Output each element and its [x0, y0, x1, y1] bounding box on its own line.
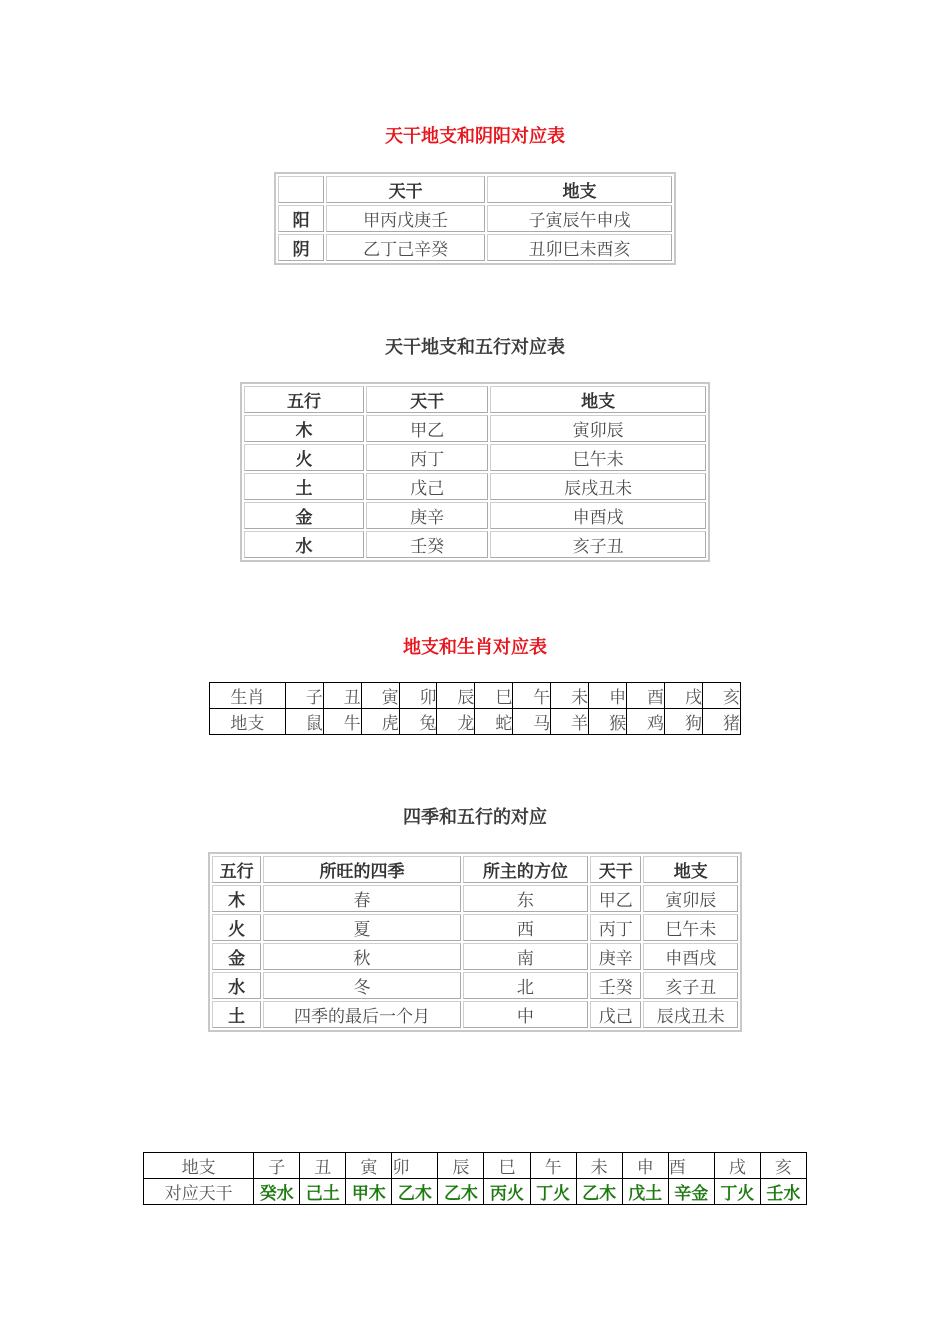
- table-cell: 辰戌丑未: [643, 1001, 738, 1028]
- table-cell: 丁火: [714, 1179, 760, 1205]
- table-cell: 冬: [263, 972, 460, 999]
- table-cell: 申酉戌: [490, 502, 706, 529]
- table-cell: 辰: [437, 683, 475, 709]
- table-cell: 甲乙: [366, 415, 488, 442]
- table-cell: 丑卯巳未酉亥: [487, 234, 672, 261]
- header-cell: [278, 176, 324, 203]
- header-cell: 地支: [487, 176, 672, 203]
- table-row: [212, 914, 738, 941]
- table-cell: 酉: [627, 683, 665, 709]
- zodiac-table-title: 地支和生肖对应表: [403, 637, 547, 658]
- table-cell: 亥: [760, 1153, 806, 1179]
- table-cell: 寅: [346, 1153, 392, 1179]
- header-cell: 天干: [366, 386, 488, 413]
- table-cell: 午: [530, 1153, 576, 1179]
- table-cell: 癸水: [254, 1179, 300, 1205]
- table-cell: 秋: [263, 943, 460, 970]
- table-row: [244, 502, 706, 529]
- row-label: 阳: [278, 205, 324, 232]
- table-cell: 兔: [399, 709, 437, 735]
- header-cell: 所主的方位: [463, 856, 588, 883]
- row-label: 木: [212, 885, 261, 912]
- row-label: 阴: [278, 234, 324, 261]
- table-cell: 寅卯辰: [490, 415, 706, 442]
- table-cell: 巳午未: [490, 444, 706, 471]
- zodiac-table: [209, 682, 741, 735]
- table-cell: 寅: [361, 683, 399, 709]
- table-cell: 猪: [702, 709, 740, 735]
- table-cell: 丁火: [530, 1179, 576, 1205]
- table-cell: 马: [513, 709, 551, 735]
- row-label: 地支: [210, 709, 286, 735]
- table-cell: 子: [254, 1153, 300, 1179]
- row-label: 木: [244, 415, 364, 442]
- row-label: 火: [244, 444, 364, 471]
- table-cell: 未: [551, 683, 589, 709]
- table-cell: 己土: [300, 1179, 346, 1205]
- table-row: [244, 473, 706, 500]
- table-cell: 鼠: [285, 709, 323, 735]
- table-cell: 申: [589, 683, 627, 709]
- table-cell: 酉: [668, 1153, 714, 1179]
- table-cell: 午: [513, 683, 551, 709]
- table-cell: 壬癸: [590, 972, 641, 999]
- table-row: [244, 531, 706, 558]
- table-cell: 庚辛: [590, 943, 641, 970]
- table-cell: 虎: [361, 709, 399, 735]
- table-cell: 乙丁己辛癸: [326, 234, 485, 261]
- table-row: [210, 683, 741, 709]
- table-cell: 狗: [665, 709, 703, 735]
- table-row: [144, 1179, 807, 1205]
- table-cell: 甲木: [346, 1179, 392, 1205]
- table-cell: 羊: [551, 709, 589, 735]
- row-label: 地支: [144, 1153, 254, 1179]
- table-cell: 辛金: [668, 1179, 714, 1205]
- table-cell: 壬癸: [366, 531, 488, 558]
- table-cell: 乙木: [392, 1179, 438, 1205]
- table-cell: 春: [263, 885, 460, 912]
- table-cell: 丑: [300, 1153, 346, 1179]
- table-row: [212, 972, 738, 999]
- row-label: 土: [244, 473, 364, 500]
- table-cell: 亥子丑: [643, 972, 738, 999]
- table-cell: 戌: [714, 1153, 760, 1179]
- table-cell: 西: [463, 914, 588, 941]
- table-cell: 四季的最后一个月: [263, 1001, 460, 1028]
- seasons-table: [208, 852, 742, 1032]
- table-cell: 庚辛: [366, 502, 488, 529]
- row-label: 对应天干: [144, 1179, 254, 1205]
- table-cell: 巳午未: [643, 914, 738, 941]
- table-cell: 申: [622, 1153, 668, 1179]
- table-cell: 戌: [665, 683, 703, 709]
- table-cell: 甲乙: [590, 885, 641, 912]
- table-cell: 戊土: [622, 1179, 668, 1205]
- table-cell: 龙: [437, 709, 475, 735]
- seasons-table-title: 四季和五行的对应: [403, 807, 547, 828]
- table-cell: 亥子丑: [490, 531, 706, 558]
- table-cell: 辰戌丑未: [490, 473, 706, 500]
- table-row: [244, 444, 706, 471]
- wuxing-table: [240, 382, 710, 562]
- table-cell: 卯: [399, 683, 437, 709]
- table-cell: 子: [285, 683, 323, 709]
- row-label: 火: [212, 914, 261, 941]
- table-cell: 甲丙戊庚壬: [326, 205, 485, 232]
- table-cell: 北: [463, 972, 588, 999]
- branch-stem-table: [143, 1152, 807, 1205]
- row-label: 生肖: [210, 683, 286, 709]
- yinyang-table: [274, 172, 676, 265]
- table-cell: 乙木: [438, 1179, 484, 1205]
- yinyang-table-title: 天干地支和阴阳对应表: [385, 126, 565, 147]
- table-cell: 申酉戌: [643, 943, 738, 970]
- table-cell: 猴: [589, 709, 627, 735]
- table-row: [212, 885, 738, 912]
- table-cell: 南: [463, 943, 588, 970]
- table-cell: 巳: [475, 683, 513, 709]
- table-row: [212, 1001, 738, 1028]
- table-cell: 蛇: [475, 709, 513, 735]
- header-cell: 五行: [244, 386, 364, 413]
- table-row: [278, 234, 672, 261]
- row-label: 金: [244, 502, 364, 529]
- table-cell: 辰: [438, 1153, 484, 1179]
- row-label: 水: [244, 531, 364, 558]
- table-cell: 壬水: [760, 1179, 806, 1205]
- header-cell: 地支: [490, 386, 706, 413]
- header-cell: 五行: [212, 856, 261, 883]
- header-cell: 天干: [590, 856, 641, 883]
- row-label: 金: [212, 943, 261, 970]
- table-cell: 丙丁: [590, 914, 641, 941]
- row-label: 水: [212, 972, 261, 999]
- table-cell: 乙木: [576, 1179, 622, 1205]
- table-cell: 东: [463, 885, 588, 912]
- table-cell: 未: [576, 1153, 622, 1179]
- table-cell: 牛: [323, 709, 361, 735]
- table-cell: 戊己: [590, 1001, 641, 1028]
- table-cell: 丙丁: [366, 444, 488, 471]
- table-row: [212, 943, 738, 970]
- table-cell: 丙火: [484, 1179, 530, 1205]
- table-row: [244, 415, 706, 442]
- table-cell: 寅卯辰: [643, 885, 738, 912]
- wuxing-table-title: 天干地支和五行对应表: [385, 337, 565, 358]
- table-cell: 中: [463, 1001, 588, 1028]
- row-label: 土: [212, 1001, 261, 1028]
- table-row: [144, 1153, 807, 1179]
- table-row: [210, 709, 741, 735]
- table-cell: 巳: [484, 1153, 530, 1179]
- table-row: [278, 205, 672, 232]
- table-cell: 鸡: [627, 709, 665, 735]
- table-cell: 卯: [392, 1153, 438, 1179]
- table-cell: 丑: [323, 683, 361, 709]
- table-cell: 夏: [263, 914, 460, 941]
- header-cell: 天干: [326, 176, 485, 203]
- table-cell: 亥: [702, 683, 740, 709]
- table-cell: 子寅辰午申戌: [487, 205, 672, 232]
- table-cell: 戊己: [366, 473, 488, 500]
- header-cell: 所旺的四季: [263, 856, 460, 883]
- header-cell: 地支: [643, 856, 738, 883]
